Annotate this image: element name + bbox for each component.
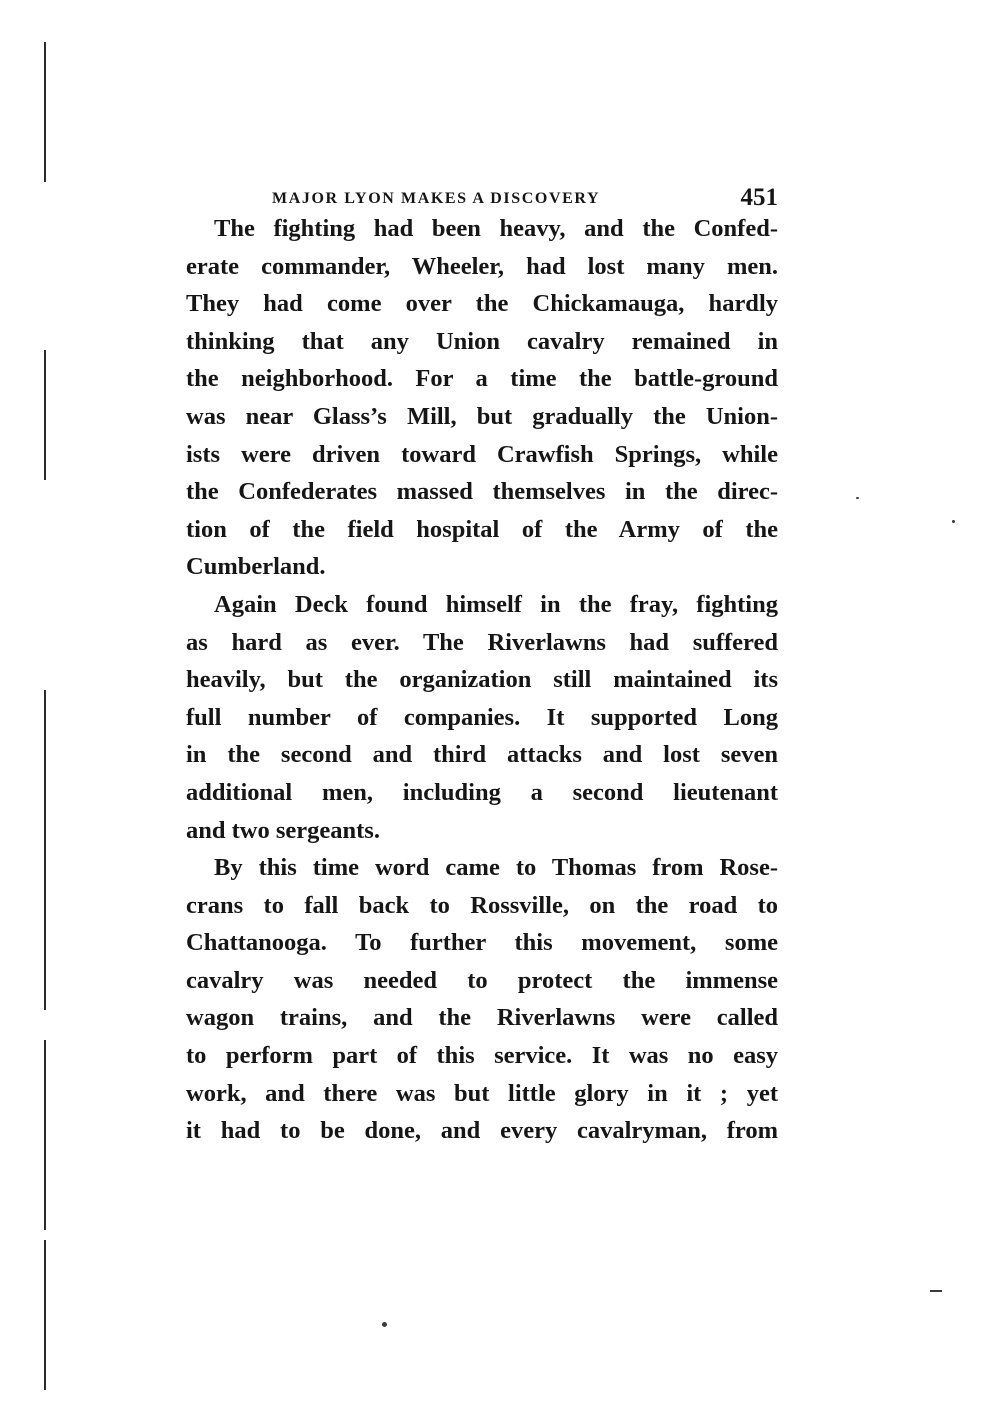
scan-edge-line: [44, 42, 46, 182]
text-line: and two sergeants.: [186, 816, 380, 844]
text-line: additional men, including a second lieutenant: [186, 778, 778, 806]
scan-edge-line: [44, 1240, 46, 1390]
running-title: MAJOR LYON MAKES A DISCOVERY: [272, 190, 601, 207]
paragraph-3: [186, 849, 778, 1150]
text-line: full number of companies. It supported Long: [186, 703, 778, 731]
text-line: The fighting had been heavy, and the Confed-: [214, 215, 778, 242]
scan-speck: [856, 497, 859, 499]
text-line: it had to be done, and every cavalryman, from: [186, 1117, 778, 1145]
text-line: the neighborhood. For a time the battle-ground: [186, 365, 778, 393]
text-line: erate commander, Wheeler, had lost many men.: [186, 252, 778, 280]
text-line: Again Deck found himself in the fray, fighting: [214, 590, 778, 618]
text-line: cavalry was needed to protect the immense: [186, 966, 778, 994]
text-line: heavily, but the organization still maintained its: [186, 666, 778, 694]
page-number: 451: [740, 184, 778, 211]
scan-edge-line: [44, 350, 46, 480]
text-line: wagon trains, and the Riverlawns were called: [186, 1004, 778, 1032]
scan-edge-line: [44, 690, 46, 1010]
text-line: Chattanooga. To further this movement, some: [186, 929, 778, 957]
text-line: as hard as ever. The Riverlawns had suffered: [186, 628, 778, 656]
text-line: crans to fall back to Rossville, on the road to: [186, 891, 778, 919]
text-line: Cumberland.: [186, 553, 326, 581]
scan-speck: [952, 520, 955, 523]
paragraph-2: [186, 586, 778, 849]
text-line: tion of the field hospital of the Army of the: [186, 515, 778, 543]
text-line: in the second and third attacks and lost seven: [186, 741, 778, 769]
text-line: By this time word came to Thomas from Rose-: [214, 854, 778, 882]
text-line: the Confederates massed themselves in the direc-: [186, 478, 778, 506]
scan-edge-line: [44, 1040, 46, 1230]
paragraph-1: [186, 210, 778, 586]
text-line: to perform part of this service. It was no easy: [186, 1042, 778, 1070]
scan-speck: [382, 1322, 387, 1327]
text-line: thinking that any Union cavalry remained in: [186, 327, 778, 355]
text-line: was near Glass’s Mill, but gradually the Union-: [186, 402, 778, 430]
text-line: work, and there was but little glory in it ; yet: [186, 1079, 778, 1107]
text-line: They had come over the Chickamauga, hardly: [186, 290, 778, 318]
text-line: ists were driven toward Crawfish Springs, while: [186, 440, 778, 468]
body-text: [186, 210, 778, 1150]
scan-speck: [930, 1290, 942, 1292]
